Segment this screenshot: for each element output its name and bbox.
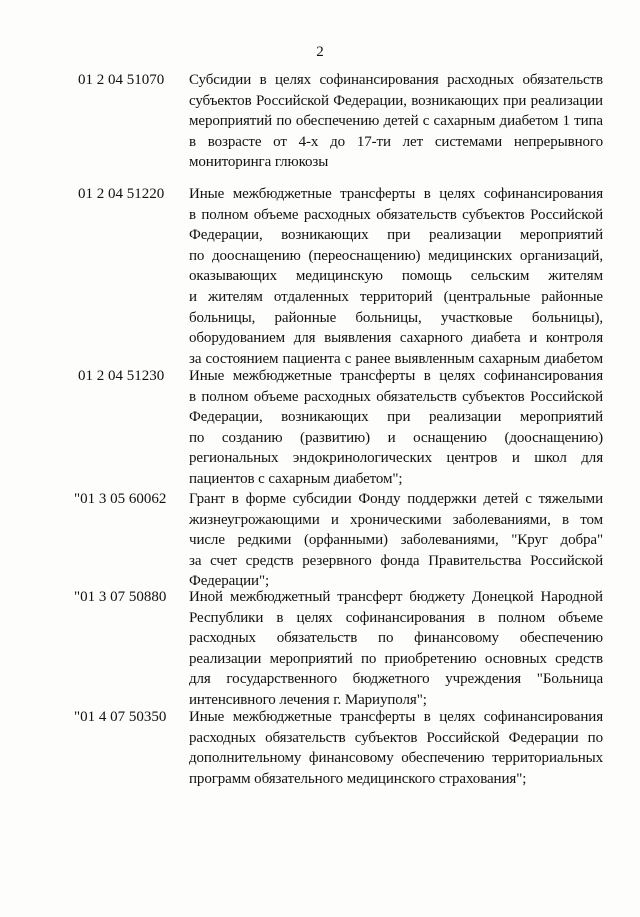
description-line: региональных эндокринологических центров и школ для xyxy=(189,450,603,467)
description-line: Иные межбюджетные трансферты в целях софинансирования xyxy=(189,186,603,202)
budget-description xyxy=(189,707,603,789)
description-line: Федерации"; xyxy=(189,573,270,590)
description-line: и жителям отдаленных территорий (центральные районные xyxy=(189,288,603,305)
budget-code: 01 2 04 51230 xyxy=(78,368,165,384)
description-line: Федерации, возникающих при реализации мероприятий xyxy=(189,409,603,426)
budget-entry xyxy=(0,366,640,489)
budget-description xyxy=(189,489,603,592)
budget-code: 01 2 04 51070 xyxy=(78,72,165,88)
description-line: реализации мероприятий по приобретению основных средств xyxy=(189,650,603,667)
budget-description xyxy=(189,70,603,173)
description-line: в полном объеме расходных обязательств субъектов Российской xyxy=(189,388,603,405)
page-number: 2 xyxy=(316,44,324,60)
description-line: расходных обязательств субъектов Российской Федерации по xyxy=(189,729,603,746)
description-line: для государственного бюджетного учреждения "Больница xyxy=(189,671,603,688)
description-line: за состоянием пациента с ранее выявленным сахарным диабетом xyxy=(189,350,603,367)
description-line: за счет средств резервного фонда Правительства Российской xyxy=(189,552,603,569)
budget-description xyxy=(189,184,603,369)
description-line: жизнеугрожающими и хроническими заболеваниями, в том xyxy=(189,511,603,528)
budget-entry xyxy=(0,70,640,184)
budget-codes-list xyxy=(0,70,640,797)
description-line: Федерации, возникающих при реализации мероприятий xyxy=(189,227,603,244)
budget-entry xyxy=(0,184,640,366)
description-line: числе редкими (орфанными) заболеваниями, "Круг добра" xyxy=(189,532,603,549)
description-line: по дооснащению (переоснащению) медицинских организаций, xyxy=(189,247,603,264)
budget-description xyxy=(189,587,603,711)
description-line: в возрасте от 4-х до 17-ти лет системами непрерывного xyxy=(189,133,603,150)
description-line: мероприятий по обеспечению детей с сахарным диабетом 1 типа xyxy=(189,113,603,130)
budget-entry xyxy=(0,587,640,707)
description-line: оказывающих медицинскую помощь сельским жителям xyxy=(189,268,603,285)
description-line: интенсивного лечения г. Мариуполя"; xyxy=(189,691,427,708)
description-line: в полном объеме расходных обязательств субъектов Российской xyxy=(189,206,603,223)
description-line: Субсидии в целях софинансирования расходных обязательств xyxy=(189,72,603,88)
description-line: субъектов Российской Федерации, возникающих при реализации xyxy=(189,92,603,109)
description-line: Иные межбюджетные трансферты в целях софинансирования xyxy=(189,368,603,384)
budget-code: 01 2 04 51220 xyxy=(78,186,165,202)
budget-entry xyxy=(0,489,640,590)
budget-code: "01 3 07 50880 xyxy=(74,589,167,605)
description-line: Республики в целях софинансирования в полном объеме xyxy=(189,609,603,626)
description-line: оборудованием для выявления сахарного диабета и контроля xyxy=(189,330,603,347)
description-line: мониторинга глюкозы xyxy=(189,154,329,171)
description-line: дополнительному финансовому обеспечению территориальных xyxy=(189,750,603,767)
budget-code: "01 4 07 50350 xyxy=(74,709,167,725)
description-line: программ обязательного медицинского страхования"; xyxy=(189,770,527,787)
description-line: Иные межбюджетные трансферты в целях софинансирования xyxy=(189,709,603,725)
budget-description xyxy=(189,366,603,490)
description-line: по созданию (развитию) и оснащению (дооснащению) xyxy=(189,429,603,446)
description-line: больницы, районные больницы, участковые больницы), xyxy=(189,309,603,326)
description-line: пациентов с сахарным диабетом"; xyxy=(189,470,403,487)
description-line: Иной межбюджетный трансферт бюджету Донецкой Народной xyxy=(189,589,603,605)
budget-entry xyxy=(0,707,640,797)
budget-code: "01 3 05 60062 xyxy=(74,491,167,507)
description-line: расходных обязательств по финансовому обеспечению xyxy=(189,630,603,647)
description-line: Грант в форме субсидии Фонду поддержки детей с тяжелыми xyxy=(189,491,603,507)
